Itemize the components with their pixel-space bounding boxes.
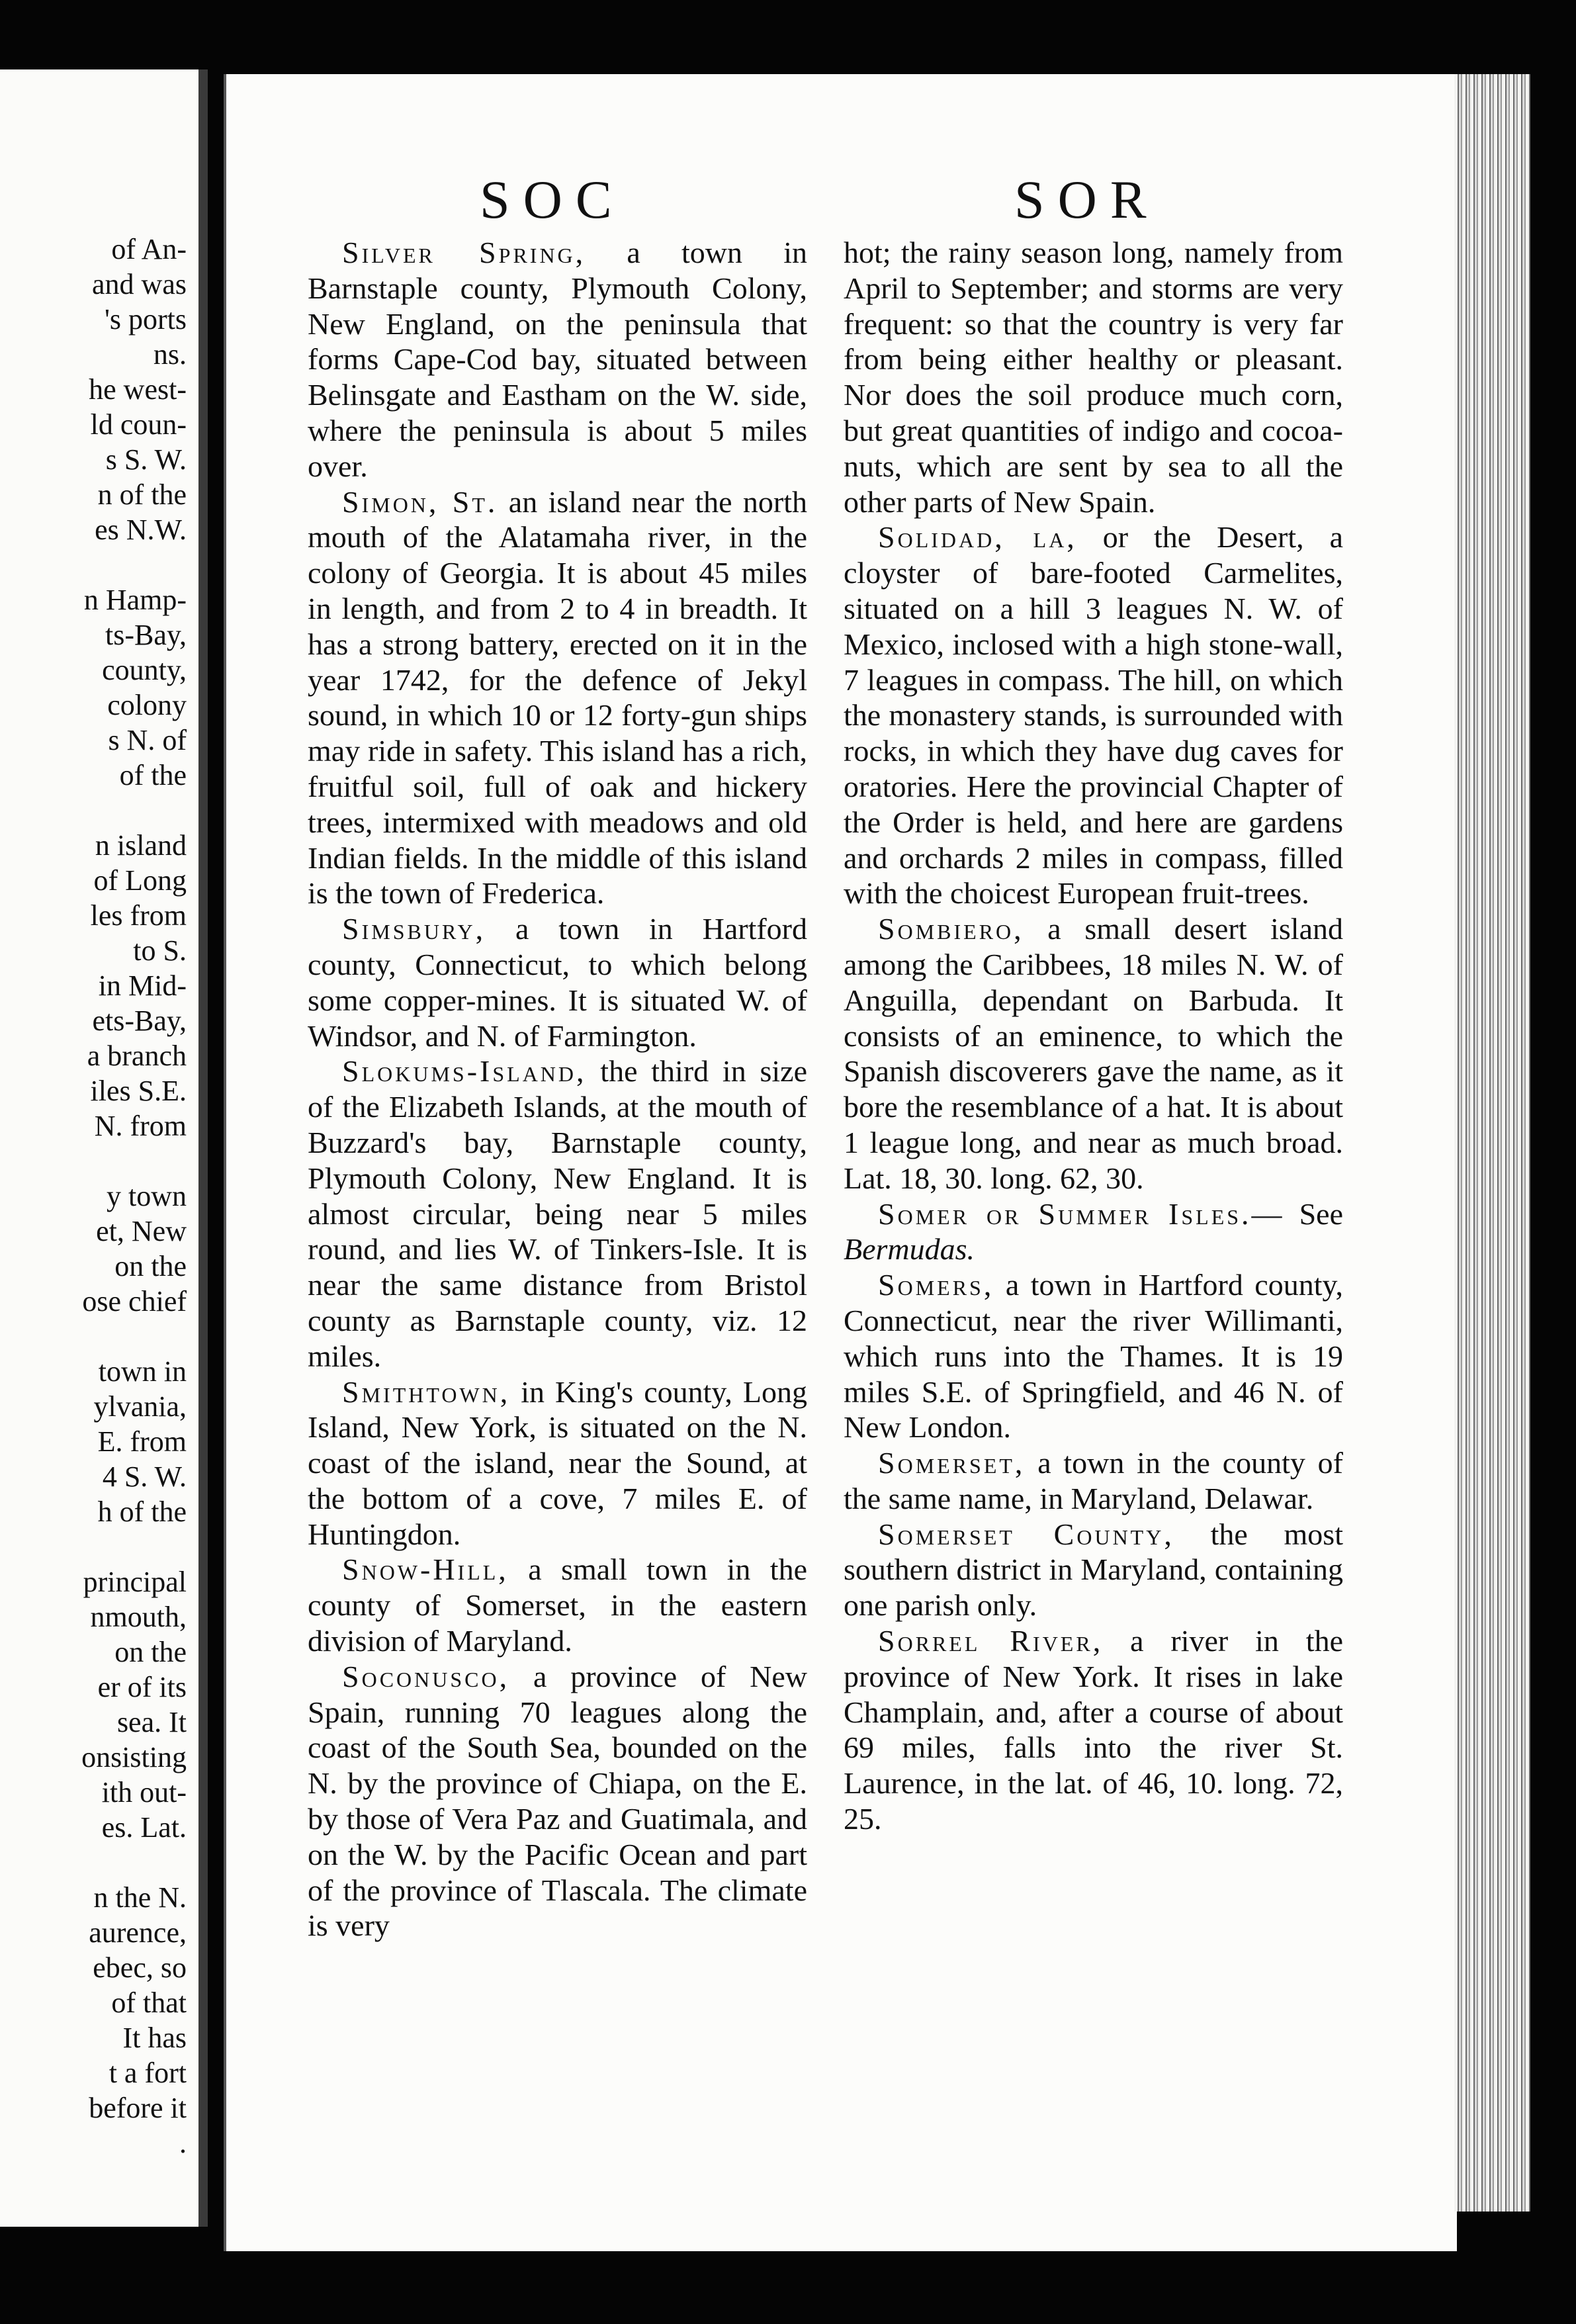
facing-page-line: ns. bbox=[153, 338, 187, 371]
entry-headword: Sombiero, bbox=[878, 912, 1024, 946]
entry-text: the most southern district in Maryland, containing one parish only. bbox=[844, 1517, 1343, 1623]
gazetteer-entry bbox=[308, 1374, 807, 1552]
entry-headword: Simon, St. bbox=[342, 484, 498, 519]
facing-page-line: E. from bbox=[97, 1425, 187, 1458]
facing-page-line: in Mid- bbox=[98, 969, 187, 1002]
gazetteer-entry bbox=[308, 484, 807, 912]
facing-page-line: ith out- bbox=[101, 1776, 187, 1809]
entry-text: the third in size of the Elizabeth Islands, at the mouth of Buzzard's bay, Barnstaple county, Plymouth Colony, New England. It is almost circular, being near 5 miles round, and lies W. of Tinkers-Isle. It is near the same distance from Bristol county as Barnstaple county, viz. 12 miles. bbox=[308, 1054, 807, 1373]
entry-text: a river in the province of New York. It rises in lake Champlain, and, after a course of about 69 miles, falls into the river St. Laurence, in the lat. of 46, 10. long. 72, 25. bbox=[844, 1624, 1343, 1836]
entry-text: a province of New Spain, running 70 leagues along the coast of the South Sea, bounded on the N. by the province of Chiapa, on the E. by those of Vera Paz and Guatimala, and on the W. by the Pacific Ocean and part of the province of Tlascala. The climate is very bbox=[308, 1659, 807, 1943]
entry-text: an island near the north mouth of the Alatamaha river, in the colony of Georgia. It is about 45 miles in length, and from 2 to 4 in breadth. It has a strong battery, erected on it in the year 1742, for the defence of Jekyl sound, in which 10 or 12 forty-gun ships may ride in safety. This island has a rich, fruitful soil, full of oak and hickery trees, intermixed with meadows and old Indian fields. In the middle of this island is the town of Frederica. bbox=[308, 484, 808, 911]
facing-page-line: of the bbox=[119, 759, 187, 791]
facing-page-line: a branch bbox=[87, 1040, 187, 1072]
gazetteer-entry bbox=[844, 911, 1343, 1196]
facing-page-line: s S. W. bbox=[105, 443, 187, 476]
entry-headword: Soconusco, bbox=[342, 1659, 510, 1693]
facing-page-line: county, bbox=[102, 654, 187, 686]
entry-headword: Slokums-Island, bbox=[342, 1054, 587, 1089]
entry-headword: Somers, bbox=[878, 1268, 994, 1302]
gazetteer-entry bbox=[844, 235, 1343, 519]
entry-headword: Silver Spring, bbox=[342, 236, 586, 269]
facing-page-line: es. Lat. bbox=[101, 1811, 187, 1844]
facing-page-line: ld coun- bbox=[90, 408, 187, 441]
facing-page-line bbox=[0, 793, 187, 828]
facing-page-line: ose chief bbox=[82, 1285, 187, 1318]
facing-page-line bbox=[0, 547, 187, 582]
entry-text: a town in Hartford county, Connecticut, to which belong some copper-mines. It is situated W. of Windsor, and N. of Farmington. bbox=[308, 912, 807, 1053]
facing-page-line: and was bbox=[92, 268, 187, 300]
left-text-column bbox=[308, 235, 807, 1944]
facing-page-line: sea. It bbox=[116, 1706, 187, 1738]
facing-page-line: 's ports bbox=[104, 303, 187, 335]
entry-headword: Somer or Summer Isles.— bbox=[878, 1196, 1285, 1231]
gazetteer-entry bbox=[308, 1552, 807, 1658]
gazetteer-entry bbox=[844, 1267, 1343, 1445]
entry-headword: Snow-Hill, bbox=[342, 1552, 509, 1587]
facing-page-line: nmouth, bbox=[90, 1601, 187, 1633]
facing-page-line: to S. bbox=[133, 934, 187, 967]
facing-page-line: on the bbox=[114, 1250, 187, 1282]
facing-page-line: town in bbox=[98, 1355, 187, 1388]
entry-text: or the Desert, a cloyster of bare-footed Carmelites, situated on a hill 3 leagues N. W. of Mexico, inclosed with a high stone-wall, 7 leagues in compass. The hill, on which the monastery stands, is surrounded with rocks, in which they have dug caves for oratories. Here the provincial Chapter of the Order is held, and here are gardens and orchards 2 miles in compass, filled with the choicest European fruit-trees. bbox=[844, 520, 1343, 911]
facing-page-line: of An- bbox=[111, 233, 187, 265]
entry-text: a town in Barnstaple county, Plymouth Colony, New England, on the peninsula that forms Cape-Cod bay, situated between Belinsgate and Eastham on the W. side, where the peninsula is about 5 miles over. bbox=[308, 236, 808, 483]
entry-text: in King's county, Long Island, New York, is situated on the N. coast of the island, near the Sound, at the bottom of a cove, 7 miles E. of Huntingdon. bbox=[308, 1374, 807, 1551]
facing-page-line: onsisting bbox=[81, 1741, 187, 1773]
facing-page-line: he west- bbox=[89, 373, 187, 406]
gazetteer-entry bbox=[308, 911, 807, 1053]
entry-headword: Smithtown, bbox=[342, 1374, 511, 1409]
facing-page-line bbox=[0, 1529, 187, 1564]
facing-page-line: n of the bbox=[97, 478, 187, 511]
running-head-left: SOC bbox=[480, 169, 625, 230]
entry-headword: Somerset County, bbox=[878, 1517, 1174, 1551]
gazetteer-entry bbox=[844, 1196, 1343, 1268]
facing-page-line: ets-Bay, bbox=[92, 1005, 187, 1037]
facing-page-line: ylvania, bbox=[93, 1390, 187, 1423]
entry-text: a town in the county of the same name, in Maryland, Delawar. bbox=[844, 1446, 1343, 1515]
facing-page-line bbox=[0, 1319, 187, 1354]
entry-text: See bbox=[1284, 1196, 1344, 1231]
facing-page-line: h of the bbox=[97, 1496, 187, 1528]
facing-page-line: of Long bbox=[93, 864, 187, 897]
facing-page-line: t a fort bbox=[109, 2057, 187, 2089]
facing-page-line bbox=[0, 1143, 187, 1179]
facing-page-fragment bbox=[0, 69, 208, 2227]
facing-page-line: er of its bbox=[97, 1671, 187, 1703]
facing-page-line: iles S.E. bbox=[90, 1075, 187, 1107]
page-edges bbox=[1454, 74, 1530, 2212]
gazetteer-entry bbox=[308, 1053, 807, 1374]
facing-page-line: before it bbox=[89, 2092, 187, 2124]
facing-page-line: It has bbox=[122, 2022, 187, 2054]
gazetteer-entry bbox=[308, 1659, 807, 1944]
facing-page-line: n island bbox=[95, 829, 187, 862]
entry-text: a small town in the county of Somerset, in the eastern division of Maryland. bbox=[308, 1552, 807, 1658]
right-text-column bbox=[844, 235, 1343, 1837]
gazetteer-entry bbox=[844, 1623, 1343, 1837]
facing-page-line: y town bbox=[107, 1180, 187, 1212]
facing-page-line: aurence, bbox=[89, 1916, 187, 1949]
running-head-right: SOR bbox=[1014, 169, 1160, 230]
facing-page-line bbox=[0, 1845, 187, 1880]
facing-page-line: on the bbox=[114, 1636, 187, 1668]
facing-page-line: colony bbox=[107, 689, 187, 721]
entry-headword: Solidad, la, bbox=[878, 520, 1077, 555]
entry-text: hot; the rainy season long, namely from April to September; and storms are very frequent: so that the country is very far from being either healthy or pleasant. Nor does the soil produce much corn, but great quantities of indigo and cocoa-nuts, which are sent by sea to all the other parts of New Spain. bbox=[844, 236, 1343, 519]
gazetteer-entry bbox=[844, 519, 1343, 911]
facing-page-line: principal bbox=[83, 1566, 187, 1598]
gazetteer-entry bbox=[308, 235, 807, 484]
facing-page-line: . bbox=[179, 2127, 187, 2159]
gazetteer-entry bbox=[844, 1517, 1343, 1623]
facing-page-line: s N. of bbox=[108, 724, 187, 756]
facing-page-line: es N.W. bbox=[95, 514, 187, 546]
facing-page-line: et, New bbox=[96, 1215, 187, 1247]
facing-page-line: n the N. bbox=[93, 1881, 187, 1914]
facing-page-text bbox=[0, 232, 187, 2161]
facing-page-line: 4 S. W. bbox=[102, 1460, 187, 1493]
gazetteer-entry bbox=[844, 1445, 1343, 1517]
facing-page-line: ts-Bay, bbox=[105, 619, 187, 651]
entry-headword: Sorrel River, bbox=[878, 1624, 1104, 1658]
facing-page-line: of that bbox=[111, 1987, 187, 2019]
facing-page-line: ebec, so bbox=[93, 1951, 187, 1984]
facing-page-line: n Hamp- bbox=[83, 584, 187, 616]
entry-text: a town in Hartford county, Connecticut, near the river Willimanti, which runs into the Thames. It is 19 miles S.E. of Springfield, and 46 N. of New London. bbox=[844, 1268, 1343, 1445]
entry-cross-reference: Bermudas. bbox=[844, 1232, 975, 1267]
entry-text: a small desert island among the Caribbees, 18 miles N. W. of Anguilla, dependant on Barbuda. It consists of an eminence, to which the Spanish discoverers gave the name, as it bore the resemblance of a hat. It is about 1 league long, and near as much broad. Lat. 18, 30. long. 62, 30. bbox=[844, 912, 1343, 1195]
facing-page-line: N. from bbox=[94, 1110, 187, 1142]
entry-headword: Simsbury, bbox=[342, 912, 486, 946]
facing-page-line: les from bbox=[90, 899, 187, 932]
entry-headword: Somerset, bbox=[878, 1446, 1026, 1480]
